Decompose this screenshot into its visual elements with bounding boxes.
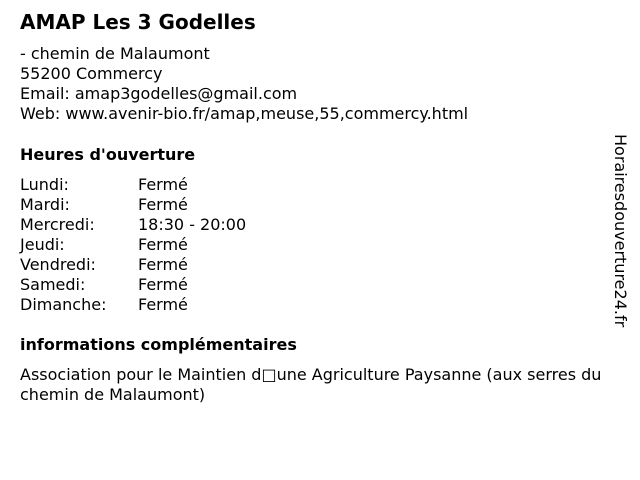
hours-row-friday — [20, 255, 246, 275]
business-name: AMAP Les 3 Godelles — [20, 10, 256, 34]
hours-row-sunday — [20, 295, 246, 315]
site-watermark: Horairesdouverture24.fr — [611, 134, 630, 328]
day-label: Samedi: — [20, 275, 86, 294]
opening-hours-table — [20, 175, 246, 315]
day-label: Dimanche: — [20, 295, 107, 314]
hours-value: Fermé — [138, 295, 188, 314]
hours-row-tuesday — [20, 195, 246, 215]
day-label: Mercredi: — [20, 215, 95, 234]
additional-info-heading: informations complémentaires — [20, 335, 297, 354]
hours-value: Fermé — [138, 235, 188, 254]
hours-value: Fermé — [138, 195, 188, 214]
hours-row-thursday — [20, 235, 246, 255]
hours-row-monday — [20, 175, 246, 195]
address-street: - chemin de Malaumont — [20, 44, 210, 63]
opening-hours-heading: Heures d'ouverture — [20, 145, 196, 164]
additional-info-text: Association pour le Maintien d□une Agriculture Paysanne (aux serres du chemin de Malaumont) — [20, 365, 602, 404]
email-line: Email: amap3godelles@gmail.com — [20, 84, 298, 103]
hours-value: Fermé — [138, 255, 188, 274]
day-label: Jeudi: — [20, 235, 65, 254]
hours-value: 18:30 - 20:00 — [138, 215, 247, 234]
web-line: Web: www.avenir-bio.fr/amap,meuse,55,commercy.html — [20, 104, 469, 123]
hours-row-wednesday — [20, 215, 246, 235]
day-label: Lundi: — [20, 175, 69, 194]
hours-value: Fermé — [138, 275, 188, 294]
hours-row-saturday — [20, 275, 246, 295]
business-contact — [20, 44, 468, 124]
day-label: Mardi: — [20, 195, 70, 214]
address-city: 55200 Commercy — [20, 64, 163, 83]
hours-value: Fermé — [138, 175, 188, 194]
day-label: Vendredi: — [20, 255, 96, 274]
